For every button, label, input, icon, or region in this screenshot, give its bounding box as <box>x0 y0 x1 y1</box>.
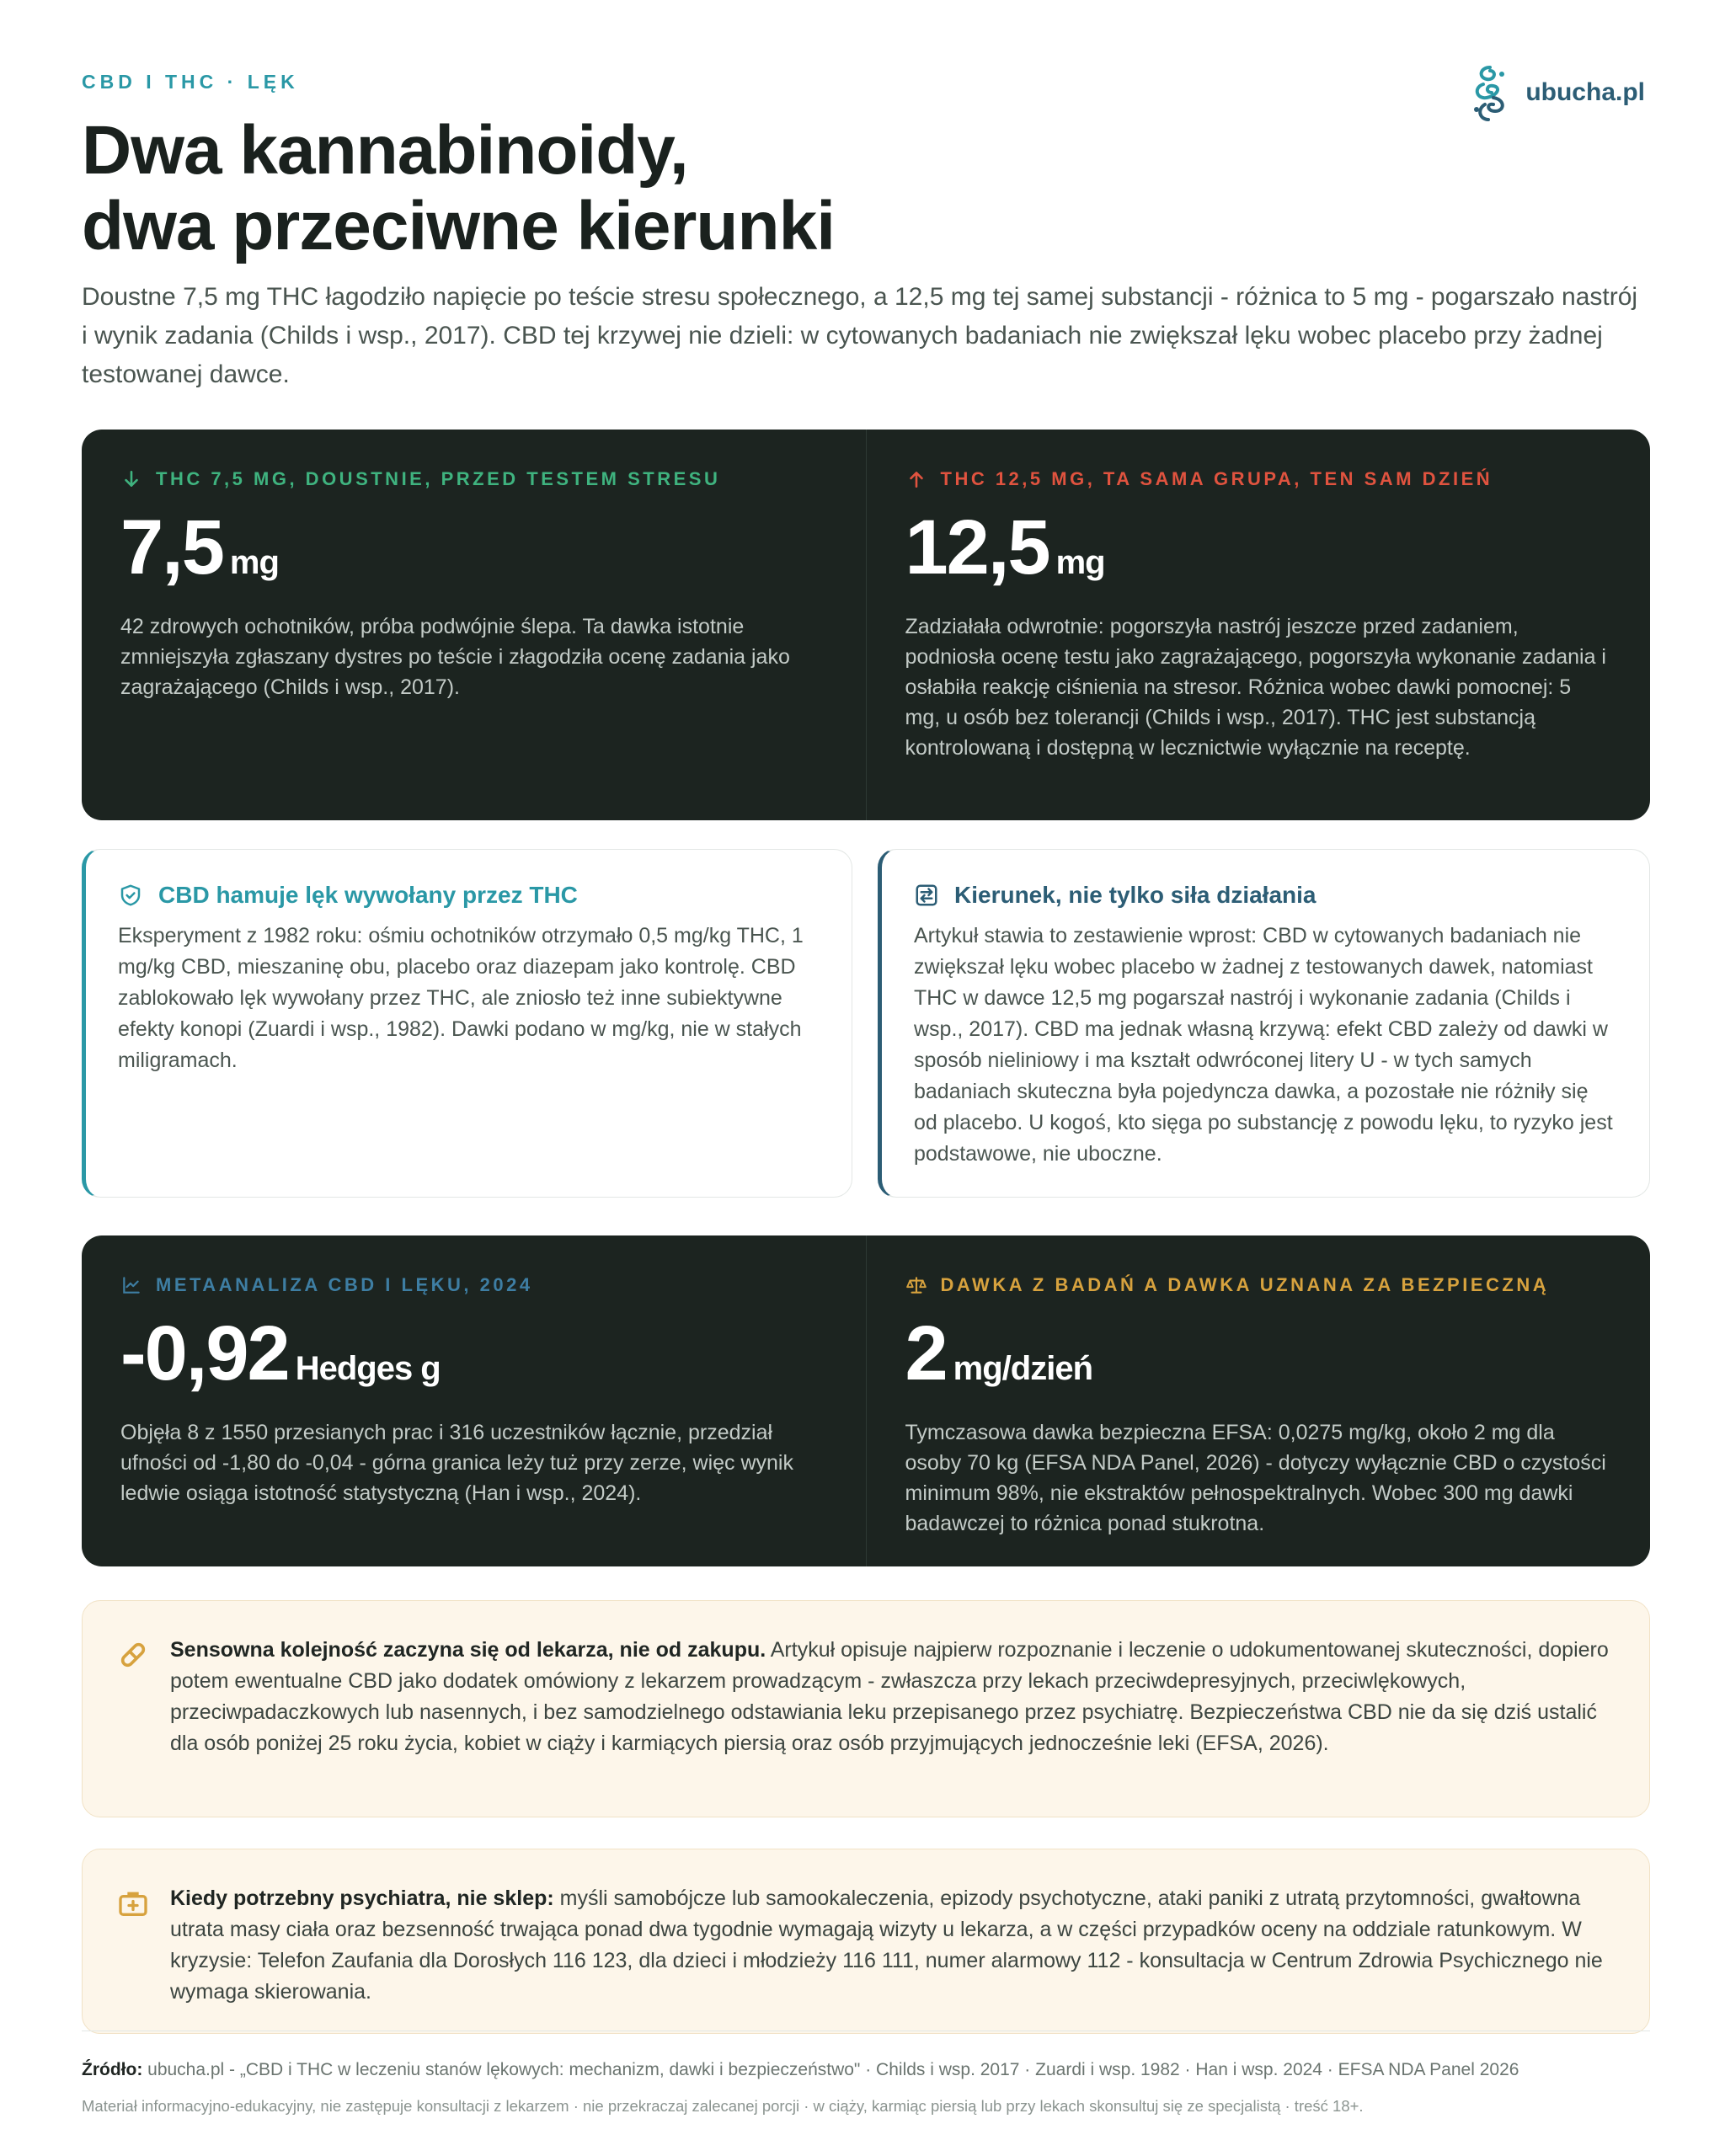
direction-card <box>878 849 1650 1198</box>
kombucha-swirl-icon <box>1468 62 1512 123</box>
order-note-text <box>170 1635 1610 1759</box>
order-note <box>82 1600 1650 1817</box>
meta-unit: Hedges g <box>295 1350 441 1387</box>
first-aid-kit-icon <box>116 1886 150 1920</box>
thc-low-label-text: THC 7,5 MG, DOUSTNIE, PRZED TESTEM STRESU <box>156 468 721 489</box>
thc-low-unit: mg <box>229 544 279 581</box>
safe-dose-number: 2 <box>905 1310 947 1396</box>
cbd-card-text: Eksperyment z 1982 roku: ośmiu ochotników otrzymało 0,5 mg/kg THC, 1 mg/kg CBD, mieszaninę obu, placebo oraz diazepam jako kontrolę. CBD zablokowało lęk wywołany przez THC, ale zniosło też inne subiektywne efekty konopi (Zuardi i wsp., 1982). Dawki podano w mg/kg, nie w stałych miligramach. <box>118 924 804 1072</box>
brand-name: ubucha.pl <box>1525 78 1645 106</box>
lead-paragraph: Doustne 7,5 mg THC łagodziło napięcie po teście stresu społecznego, a 12,5 mg tej samej substancji - różnica to 5 mg - pogarszało nastrój i wynik zadania (Childs i wsp., 2017). CBD tej krzywej nie dzieli: w cytowanych badaniach nie zwiększał lęku wobec placebo przy żadnej testowanej dawce. <box>82 283 1638 388</box>
disclaimer: Materiał informacyjno-edukacyjny, nie zastępuje konsultacji z lekarzem · nie przekraczaj zalecanej porcji · w ciąży, karmiąc piersią lub przy lekach skonsultuj się ze specjalistą · treść 18+. <box>82 2097 1364 2115</box>
safe-dose-value <box>905 1310 1612 1396</box>
eyebrow-category: CBD I THC · LĘK <box>82 71 299 93</box>
thc-high-label <box>905 468 1612 490</box>
cbd-blocks-thc-card <box>82 849 852 1198</box>
thc-low-value <box>120 504 827 590</box>
direction-card-heading <box>914 882 1617 909</box>
thc-low-label <box>120 468 827 490</box>
thc-high-label-text: THC 12,5 MG, TA SAMA GRUPA, TEN SAM DZIEŃ <box>940 468 1493 489</box>
safe-dose-unit: mg/dzień <box>953 1350 1093 1387</box>
meta-dose-panel <box>82 1235 1650 1566</box>
direction-card-text: Artykuł stawia to zestawienie wprost: CBD w cytowanych badaniach nie zwiększał lęku wobec placebo w żadnej z testowanych dawek, natomiast THC w dawce 12,5 mg pogarszał nastrój i wykonanie zadania (Childs i wsp., 2017). CBD ma jednak własną krzywą: efekt CBD zależy od dawki w sposób nieliniowy i ma kształt odwróconej litery U - w tych samych badaniach skuteczna była pojedyncza dawka, a pozostałe nie różniły się od placebo. U kogoś, kto sięga po substancję z powodu lęku, to ryzyko jest podstawowe, nie uboczne. <box>914 924 1613 1166</box>
thc-low-dose-column <box>82 430 866 820</box>
scale-icon <box>905 1274 927 1296</box>
pill-icon <box>116 1638 150 1672</box>
page-title <box>82 113 835 264</box>
meta-number: -0,92 <box>120 1310 289 1396</box>
thc-high-unit: mg <box>1055 544 1105 581</box>
safe-dose-description: Tymczasowa dawka bezpieczna EFSA: 0,0275 mg/kg, około 2 mg dla osoby 70 kg (EFSA NDA Panel, 2026) - dotyczy wyłącznie CBD o czystości minimum 98%, nie ekstraktów pełnospektralnych. Wobec 300 mg dawki badawczej to różnica ponad stukrotna. <box>905 1421 1606 1535</box>
thc-high-value <box>905 504 1612 590</box>
shield-check-icon <box>118 883 143 908</box>
source-line <box>82 2060 1519 2080</box>
meta-analysis-column <box>82 1235 866 1566</box>
order-note-body: Artykuł opisuje najpierw rozpoznanie i leczenie o udokumentowanej skuteczności, dopiero potem ewentualne CBD jako dodatek omówiony z lekarzem prowadzącym - zwłaszcza przy lekach przeciwdepresyjnych, przeciwlękowych, przeciwpadaczkowych lub nasennych, i bez samodzielnego odstawiania leku przepisanego przez psychiatrę. Bezpieczeństwa CBD nie da się dziś ustalić dla osób poniżej 25 roku życia, kobiet w ciąży i karmiących piersią oraz osób przyjmujących jednocześnie leki (EFSA, 2026). <box>170 1638 1609 1755</box>
title-line-1: Dwa kannabinoidy, <box>82 112 688 189</box>
title-line-2: dwa przeciwne kierunki <box>82 188 835 264</box>
thc-high-number: 12,5 <box>905 504 1049 590</box>
psychiatrist-note-text <box>170 1883 1610 2008</box>
meta-description: Objęła 8 z 1550 przesianych prac i 316 uczestników łącznie, przedział ufności od -1,80 do -0,04 - górna granica leży tuż przy zerze, więc wynik ledwie osiąga istotność statystyczną (Han i wsp., 2024). <box>120 1421 793 1505</box>
source-label: Źródło: <box>82 2060 143 2079</box>
thc-dose-panel <box>82 430 1650 820</box>
chart-line-icon <box>120 1274 142 1296</box>
direction-card-title: Kierunek, nie tylko siła działania <box>954 882 1316 908</box>
safe-dose-column <box>866 1235 1651 1566</box>
brand-logo[interactable] <box>1468 59 1645 126</box>
psychiatrist-note-body: myśli samobójcze lub samookaleczenia, epizody psychotyczne, ataki paniki z utratą przytomności, gwałtowna utrata masy ciała oraz bezsenność trwająca ponad dwa tygodnie wymagają wizyty u lekarza, a w części przypadków oceny na oddziale ratunkowym. W kryzysie: Telefon Zaufania dla Dorosłych 116 123, dla dzieci i młodzieży 116 111, numer alarmowy 112 - konsultacja w Centrum Zdrowia Psychicznego nie wymaga skierowania. <box>170 1886 1603 2004</box>
meta-label <box>120 1274 827 1296</box>
swap-arrows-icon <box>914 883 939 908</box>
thc-low-description: 42 zdrowych ochotników, próba podwójnie ślepa. Ta dawka istotnie zmniejszyła zgłaszany dystres po teście i złagodziła ocenę zadania jako zagrażającego (Childs i wsp., 2017). <box>120 615 790 699</box>
thc-high-description: Zadziałała odwrotnie: pogorszyła nastrój jeszcze przed zadaniem, podniosła ocenę testu jako zagrażającego, pogorszyła wykonanie zadania i osłabiła reakcję ciśnienia na stresor. Różnica wobec dawki pomocnej: 5 mg, u osób bez tolerancji (Childs i wsp., 2017). THC jest substancją kontrolowaną i dostępną w lecznictwie wyłącznie na receptę. <box>905 615 1606 760</box>
cbd-card-title: CBD hamuje lęk wywołany przez THC <box>158 882 578 908</box>
order-note-bold: Sensowna kolejność zaczyna się od lekarza, nie od zakupu. <box>170 1638 766 1662</box>
arrow-up-icon <box>905 468 927 490</box>
arrow-down-icon <box>120 468 142 490</box>
meta-value <box>120 1310 827 1396</box>
thc-high-dose-column <box>866 430 1651 820</box>
source-text: ubucha.pl - „CBD i THC w leczeniu stanów lękowych: mechanizm, dawki i bezpieczeństwo" · Childs i wsp. 2017 · Zuardi i wsp. 1982 · Han i wsp. 2024 · EFSA NDA Panel 2026 <box>142 2060 1519 2079</box>
psychiatrist-note-bold: Kiedy potrzebny psychiatra, nie sklep: <box>170 1886 554 1910</box>
cbd-card-heading <box>118 882 820 909</box>
safe-dose-label-text: DAWKA Z BADAŃ A DAWKA UZNANA ZA BEZPIECZNĄ <box>940 1274 1550 1295</box>
meta-label-text: METAANALIZA CBD I LĘKU, 2024 <box>156 1274 533 1295</box>
safe-dose-label <box>905 1274 1612 1296</box>
thc-low-number: 7,5 <box>120 504 223 590</box>
psychiatrist-note <box>82 1849 1650 2034</box>
